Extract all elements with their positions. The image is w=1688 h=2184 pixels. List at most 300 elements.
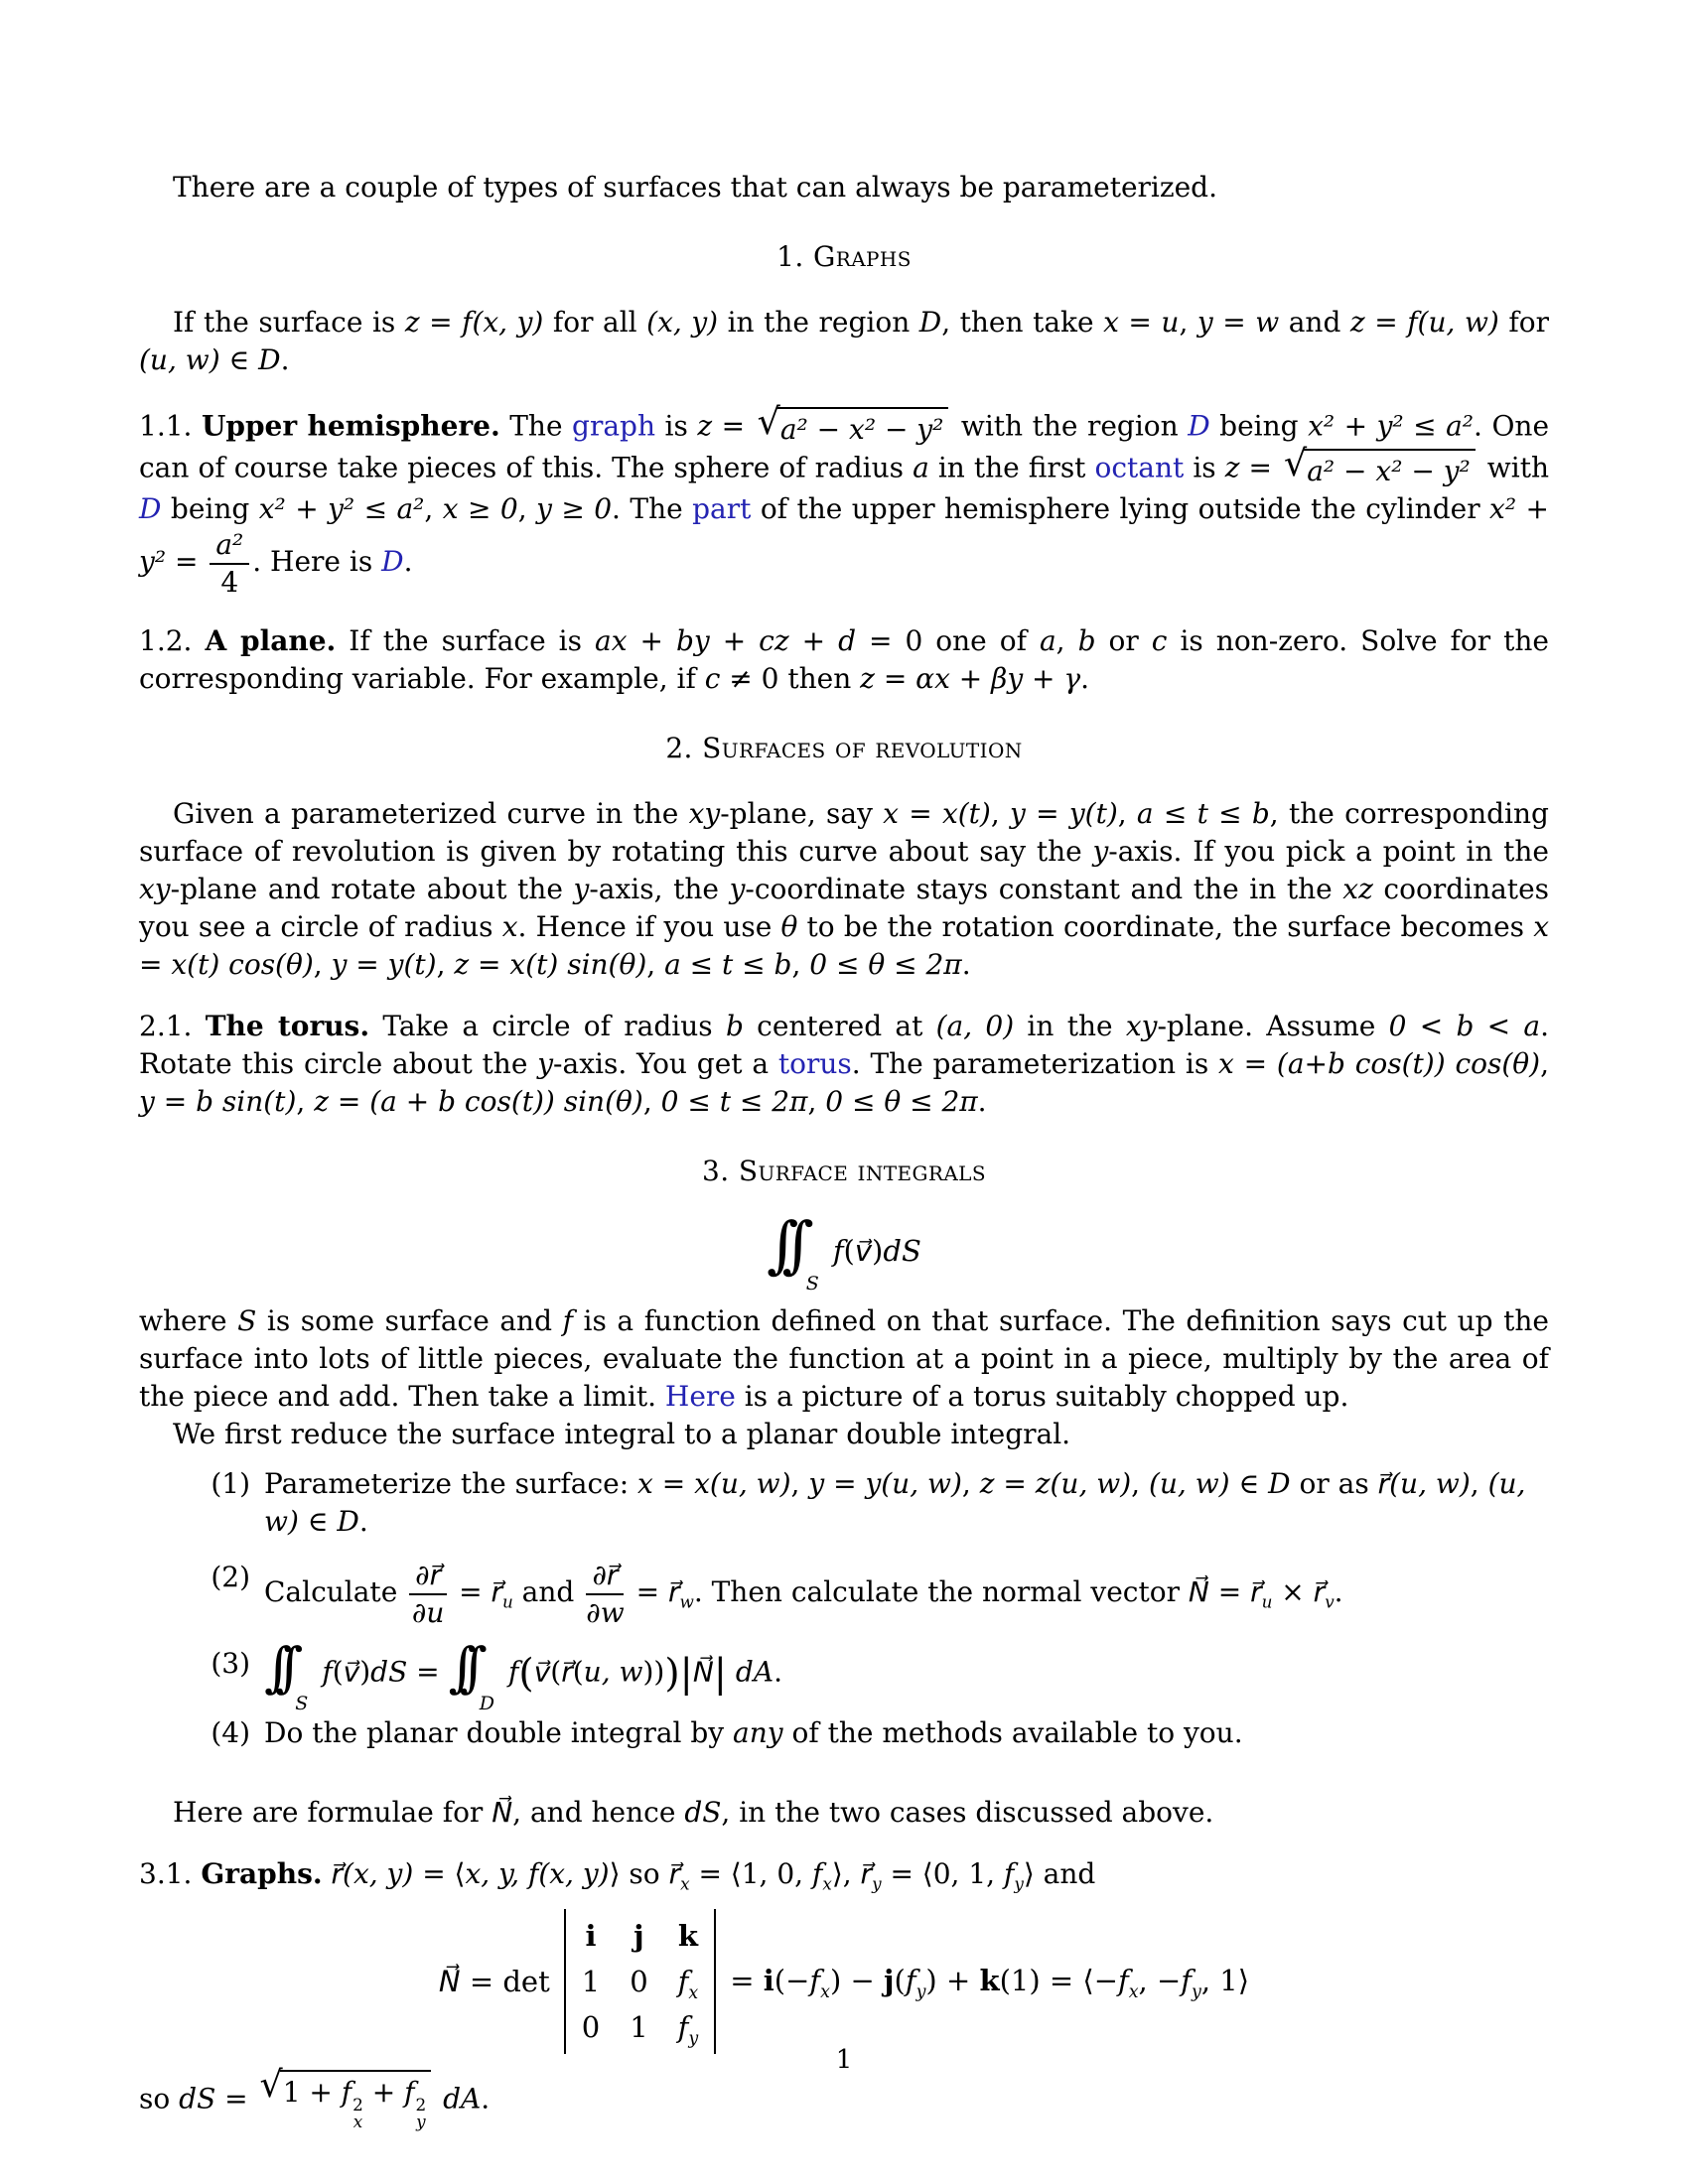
text-run: x	[820, 1982, 830, 2003]
text-run: (	[572, 1655, 584, 1689]
graphs-intro-paragraph	[139, 304, 1549, 379]
text-run: is	[1184, 451, 1225, 484]
text-run: ⟩ and	[1023, 1857, 1096, 1891]
page-number: 1	[835, 2045, 853, 2075]
text-run: =	[712, 409, 755, 443]
text-run: ,	[1055, 624, 1078, 658]
text-run: f	[322, 1655, 333, 1689]
text-run: ,	[424, 492, 443, 525]
text-run: ,	[807, 1085, 826, 1119]
text-run: ,	[1540, 1047, 1549, 1081]
radical-sign: √	[1284, 442, 1308, 484]
square-root	[1284, 442, 1476, 490]
link-d[interactable]: D	[139, 492, 162, 525]
list-item-3	[203, 1636, 1549, 1715]
text-run: =	[627, 1575, 668, 1609]
text-run: .	[358, 1505, 368, 1539]
fraction-denominator	[412, 1595, 445, 1630]
text-run: f	[905, 1964, 916, 1998]
equation-right-side	[730, 1962, 1249, 2001]
text-run: xz	[1342, 873, 1373, 906]
matrix-cell	[582, 1959, 600, 2004]
text-run: Graphs.	[201, 1857, 323, 1891]
text-run: .	[961, 948, 971, 982]
text-run: +	[362, 2076, 405, 2110]
text-run: r⃗	[1250, 1575, 1262, 1609]
text-run: xy	[688, 797, 721, 831]
text-run: k	[677, 1919, 698, 1954]
fraction-denominator	[220, 565, 238, 600]
text-run: and	[512, 1575, 584, 1609]
text-run: y = y(t)	[331, 948, 437, 982]
text-run: If the surface is	[336, 624, 596, 658]
text-run: x	[501, 910, 518, 944]
double-integral	[767, 1208, 827, 1296]
text-run: v	[1325, 1591, 1335, 1612]
text-run: f	[809, 1964, 821, 1998]
list-item-2	[203, 1559, 1549, 1629]
text-run: a² − x² − y²	[779, 413, 944, 446]
subsection-3-1-graphs	[139, 1855, 1549, 1893]
text-run: ,	[1131, 1467, 1149, 1501]
matrix-cell	[678, 1913, 699, 1959]
text-run: f	[562, 1304, 573, 1338]
text-run: of the methods available to you.	[782, 1716, 1243, 1750]
text-run: z = f(x, y)	[404, 306, 544, 339]
integral-subscript: S	[805, 1273, 819, 1296]
text-run: . Hence if you use	[517, 910, 781, 944]
text-run: ,	[1117, 797, 1137, 831]
text-run: in the first	[928, 451, 1095, 484]
text-run: z = (a + b cos(t)) sin(θ)	[314, 1085, 643, 1119]
text-run: (u, w) ∈ D	[1148, 1467, 1291, 1501]
text-run: v⃗	[533, 1655, 551, 1689]
double-integral	[264, 1636, 316, 1715]
text-run: 0 ≤ t ≤ 2π	[660, 1085, 808, 1119]
text-run: 0 < b < a	[1388, 1010, 1541, 1043]
text-run: y	[915, 1982, 926, 2003]
text-run: . Here is	[252, 545, 382, 579]
text-run: in the region	[718, 306, 919, 339]
text-run: r⃗	[1313, 1575, 1326, 1609]
text-run: b	[725, 1010, 744, 1043]
intro-paragraph	[139, 169, 1549, 206]
text-run: -plane. Assume	[1157, 1010, 1389, 1043]
text-run: where	[139, 1304, 238, 1338]
text-run: 2.1.	[139, 1010, 206, 1043]
text-run: dA	[735, 1655, 774, 1689]
text-run: ∂w	[586, 1595, 625, 1629]
text-run: , the corresponding surface of revolution is given by rotating this curve about say the	[139, 797, 1549, 869]
integral-subscript: S	[295, 1693, 309, 1715]
text-run: dS	[883, 1233, 921, 1268]
list-item-body	[264, 1559, 1549, 1629]
text-run: The	[499, 409, 573, 443]
fraction-numerator	[210, 528, 249, 565]
text-run: z	[1224, 451, 1240, 484]
text-run: = 0 one of	[856, 624, 1040, 658]
square-root	[757, 400, 949, 449]
inline-fraction	[586, 1559, 624, 1629]
text-run: ∂r⃗	[592, 1559, 619, 1592]
text-run: z = αx + βy + γ	[860, 662, 1081, 696]
text-run: r⃗(u, w)	[1377, 1467, 1471, 1501]
text-run: .	[977, 1085, 987, 1119]
text-run: .	[1080, 662, 1090, 696]
text-run: u, w	[583, 1655, 643, 1689]
text-run: =	[215, 2082, 257, 2116]
list-item-body	[264, 1714, 1549, 1752]
text-run: dS	[179, 2082, 216, 2116]
text-run: Calculate	[264, 1575, 407, 1609]
text-run: x = u	[1103, 306, 1180, 339]
text-run: a² − x² − y²	[1307, 455, 1471, 487]
text-run: f	[341, 2076, 352, 2110]
radical-sign: √	[757, 400, 780, 443]
text-run: dS	[370, 1655, 408, 1689]
text-run: -plane and rotate about the	[170, 873, 574, 906]
text-run: ,	[1179, 306, 1197, 339]
fraction-numerator	[409, 1559, 447, 1595]
link-part[interactable]: part	[692, 492, 752, 525]
list-item-body	[264, 1636, 1549, 1715]
text-run: z	[697, 409, 713, 443]
text-run: |	[679, 1651, 693, 1697]
text-run: 1.2.	[139, 624, 206, 658]
text-run: ⟩,	[831, 1857, 861, 1891]
text-run: coordinates you see a circle of radius	[139, 873, 1550, 944]
sup-sub-stack	[415, 2094, 427, 2132]
text-run: r⃗	[668, 1857, 681, 1891]
text-run: . Rotate this circle about the	[139, 1010, 1549, 1081]
text-run: a	[913, 451, 929, 484]
text-run: z = x(t) sin(θ)	[454, 948, 647, 982]
text-run: is a picture of a torus suitably chopped up.	[735, 1380, 1349, 1414]
radicand	[280, 2070, 431, 2131]
radical-sign: √	[259, 2063, 283, 2107]
list-item-1	[203, 1465, 1549, 1541]
text-run: ,	[313, 948, 332, 982]
text-run: θ	[780, 910, 798, 944]
text-run: in the	[1014, 1010, 1126, 1043]
text-run: N⃗	[1188, 1575, 1209, 1609]
text-run: v⃗	[854, 1233, 873, 1268]
text-run: c	[704, 662, 721, 696]
text-run: D	[918, 306, 942, 339]
text-run: =	[730, 1964, 764, 1998]
link-torus[interactable]: torus	[777, 1047, 852, 1081]
surface-integral-definition-paragraph	[139, 1302, 1549, 1416]
text-run: for	[1498, 306, 1549, 339]
text-run: r⃗	[491, 1575, 502, 1609]
text-run: f	[1181, 1964, 1193, 1998]
link-d[interactable]: D	[381, 545, 404, 579]
text-run: -axis. You get a	[553, 1047, 778, 1081]
text-run: .	[280, 343, 290, 376]
text-run: u	[1261, 1591, 1273, 1612]
text-run: . The	[612, 492, 693, 525]
link-here[interactable]: Here	[664, 1380, 736, 1414]
text-run: = ⟨0, 1,	[881, 1857, 1004, 1891]
text-run: 1	[581, 1965, 601, 1999]
text-run: )	[872, 1233, 884, 1268]
text-run: f	[811, 1857, 823, 1891]
text-run: with the region	[951, 409, 1189, 443]
text-run: xy	[139, 873, 171, 906]
text-run: x	[1128, 1982, 1139, 2003]
text-run: = ⟨1, 0,	[689, 1857, 812, 1891]
double-integral	[448, 1636, 503, 1715]
text-run: -coordinate stays constant and the in the	[745, 873, 1343, 906]
text-run: of the upper hemisphere lying outside the cylinder	[751, 492, 1490, 525]
text-run: y	[1192, 1982, 1201, 2003]
text-run: A plane.	[205, 624, 337, 658]
text-run: The torus.	[205, 1010, 370, 1043]
text-run: r⃗	[860, 1857, 873, 1891]
subsection-1-1-upper-hemisphere	[139, 400, 1550, 599]
text-run: 1.1.	[139, 409, 202, 443]
text-run: f	[1003, 1857, 1015, 1891]
text-run: Do the planar double integral by	[264, 1716, 734, 1750]
text-run: = det	[460, 1965, 550, 1999]
text-run: , in the two cases discussed above.	[721, 1796, 1214, 1830]
subscript: x	[352, 2112, 363, 2132]
text-run: xy	[1125, 1010, 1158, 1043]
text-run: ,	[642, 1085, 661, 1119]
text-run: (u, w) ∈ D	[264, 1467, 1526, 1539]
text-run	[434, 2083, 443, 2116]
text-run	[323, 1857, 332, 1890]
ds-formula-paragraph	[139, 2063, 1549, 2132]
text-run: y = y(u, w)	[808, 1467, 962, 1501]
text-run: to be the rotation coordinate, the surface becomes	[797, 910, 1534, 944]
text-run: ))	[642, 1655, 665, 1689]
text-run: a	[1039, 624, 1056, 658]
text-run: We first reduce the surface integral to a planar double integral.	[173, 1418, 1071, 1451]
subsection-2-1-the-torus	[139, 1008, 1549, 1121]
section-2-heading: 2. Surfaces of revolution	[665, 732, 1023, 765]
text-run: ∂r⃗	[415, 1559, 442, 1592]
text-run: j	[884, 1964, 895, 1998]
text-run: x	[822, 1873, 832, 1894]
matrix-cell	[678, 1959, 699, 2004]
text-run: . One can of course take pieces of this. The sphere of radius	[139, 409, 1550, 484]
text-run: ,	[436, 948, 455, 982]
double-integral-sign: ∫∫	[264, 1636, 287, 1700]
superscript: 2	[415, 2094, 427, 2115]
text-run: ax + by + cz + d	[595, 624, 856, 658]
text-run: is	[655, 409, 698, 443]
text-run: ,	[517, 492, 537, 525]
text-run: =	[407, 1655, 449, 1689]
matrix-cell	[582, 1913, 600, 1959]
text-run: a²	[215, 528, 244, 561]
section-1-heading: 1. Graphs	[776, 240, 912, 273]
subsection-1-2-a-plane	[139, 622, 1549, 698]
text-run: x = x(t) cos(θ)	[139, 910, 1549, 982]
text-run: , and hence	[512, 1796, 685, 1830]
text-run: x ≥ 0	[442, 492, 518, 525]
text-run: (a, 0)	[935, 1010, 1015, 1043]
text-run: , then take	[941, 306, 1104, 339]
text-run: z = z(u, w)	[979, 1467, 1132, 1501]
surfaces-of-revolution-paragraph	[139, 795, 1549, 984]
text-run: 0	[630, 1965, 648, 1999]
text-run: y = y(t)	[1010, 797, 1118, 831]
text-run: 1 +	[282, 2076, 342, 2110]
text-run: (	[550, 1655, 562, 1689]
text-run: S	[237, 1304, 257, 1338]
equation-left-side	[439, 1963, 550, 2000]
text-run: r⃗	[667, 1575, 680, 1609]
text-run: (	[518, 1651, 534, 1697]
text-run: x² + y² ≤ a²	[1308, 409, 1475, 443]
text-run: |	[713, 1651, 727, 1697]
text-run: 3.1.	[139, 1857, 202, 1891]
text-run: .	[774, 1655, 782, 1689]
text-run: Take a circle of radius	[369, 1010, 726, 1043]
text-run: Given a parameterized curve in the	[173, 797, 689, 831]
list-item-label: (4)	[211, 1716, 250, 1750]
text-run: k	[979, 1964, 1000, 1998]
text-run: u	[501, 1591, 513, 1612]
text-run: ,	[961, 1467, 980, 1501]
text-run: )	[664, 1651, 680, 1697]
text-run: If the surface is	[173, 306, 405, 339]
text-run: (	[843, 1233, 855, 1268]
matrix-cell	[630, 1959, 647, 2004]
integral-subscript: D	[479, 1693, 495, 1715]
text-run: is some surface and	[256, 1304, 563, 1338]
text-run: x, y, f(x, y)	[465, 1857, 610, 1891]
text-run: ) −	[829, 1964, 885, 1998]
text-run: (1) = ⟨−	[999, 1964, 1118, 1998]
square-root	[259, 2063, 432, 2132]
surface-integral-display-equation	[139, 1208, 1549, 1296]
text-run: so	[139, 2082, 180, 2116]
text-run: )	[359, 1655, 371, 1689]
list-item-label: (3)	[211, 1647, 250, 1681]
text-run: y = w	[1196, 306, 1280, 339]
text-run: y	[1014, 1873, 1024, 1894]
text-run: (−	[774, 1964, 810, 1998]
list-item-body	[264, 1465, 1549, 1541]
text-run: Upper hemisphere.	[201, 409, 500, 443]
text-run: 0 ≤ θ ≤ 2π	[825, 1085, 978, 1119]
text-run: or	[1095, 624, 1152, 658]
list-item-4	[203, 1714, 1549, 1752]
text-run: f	[677, 1965, 689, 1999]
text-run: , −	[1138, 1964, 1182, 1998]
text-run: x = x(t)	[883, 797, 991, 831]
text-run: ⟩ so	[609, 1857, 669, 1891]
text-run: y	[573, 873, 590, 906]
subscript: y	[416, 2112, 426, 2132]
text-run: x	[688, 1983, 699, 2004]
text-run: -plane, say	[720, 797, 884, 831]
text-run: x² + y² ≤ a²	[258, 492, 425, 525]
text-run: ,	[990, 797, 1011, 831]
double-integral-sign: ∫∫	[448, 1636, 471, 1700]
text-run: ,	[646, 948, 665, 982]
text-run: being	[1209, 409, 1309, 443]
formulae-intro-paragraph	[139, 1794, 1549, 1832]
text-run	[727, 1656, 736, 1689]
we-first-reduce-paragraph	[139, 1416, 1549, 1453]
text-run: c	[1151, 624, 1168, 658]
text-run: . Then calculate the normal vector	[693, 1575, 1189, 1609]
text-run: 4	[220, 565, 239, 599]
determinant-matrix	[564, 1909, 716, 2054]
text-run: x² + y²	[139, 492, 1549, 579]
text-run: i	[585, 1919, 597, 1954]
text-run: =	[450, 1575, 492, 1609]
text-run: i	[763, 1964, 774, 1998]
text-run: N⃗	[692, 1655, 714, 1689]
radicand	[777, 407, 949, 449]
matrix-cell	[630, 1913, 647, 1959]
text-run: or as	[1290, 1467, 1378, 1501]
fraction-numerator	[586, 1559, 624, 1595]
text-run: a ≤ t ≤ b	[1136, 797, 1270, 831]
text-run: ) +	[925, 1964, 980, 1998]
text-run: f	[677, 2010, 689, 2045]
text-run: .	[1334, 1575, 1343, 1609]
text-run: ,	[1470, 1467, 1488, 1501]
text-run: a ≤ t ≤ b	[664, 948, 792, 982]
double-integral-sign: ∫∫	[767, 1208, 797, 1282]
text-run: x = x(u, w)	[637, 1467, 791, 1501]
text-run: z = f(u, w)	[1349, 306, 1499, 339]
text-run: ×	[1272, 1575, 1314, 1609]
radicand	[1304, 449, 1476, 490]
text-run: N⃗	[438, 1965, 461, 1999]
text-run: .	[481, 2082, 491, 2116]
text-run: is non-zero. Solve for the corresponding variable. For example, if	[139, 624, 1549, 696]
text-run: j	[633, 1919, 644, 1954]
text-run: =	[1208, 1575, 1251, 1609]
text-run: There are a couple of types of surfaces that can always be parameterized.	[173, 171, 1217, 204]
text-run: =	[166, 545, 208, 579]
link-graph[interactable]: graph	[572, 409, 656, 443]
text-run: y	[688, 2029, 699, 2050]
list-item-label: (1)	[211, 1467, 250, 1501]
text-run: f	[508, 1655, 519, 1689]
text-run: = ⟨	[413, 1857, 466, 1891]
text-run: y	[729, 873, 746, 906]
text-run: dS	[684, 1796, 722, 1830]
link-d[interactable]: D	[1188, 409, 1210, 443]
text-run: x	[680, 1873, 690, 1894]
text-run: 0	[581, 2010, 601, 2045]
text-run: with	[1477, 451, 1549, 484]
inline-fraction	[210, 528, 249, 599]
text-run: ,	[790, 1467, 809, 1501]
text-run: f	[832, 1233, 844, 1268]
text-run: 1	[630, 2010, 648, 2045]
text-run: Here are formulae for	[173, 1796, 492, 1830]
text-run: ∂u	[411, 1595, 445, 1629]
text-run: 0 ≤ θ ≤ 2π	[809, 948, 962, 982]
text-run: x = (a+b cos(t)) cos(θ)	[1218, 1047, 1541, 1081]
link-octant[interactable]: octant	[1094, 451, 1185, 484]
text-run: ≠ 0 then	[720, 662, 861, 696]
text-run: (x, y)	[646, 306, 719, 339]
text-run: dA	[443, 2082, 482, 2116]
text-run: (u, w) ∈ D	[139, 343, 281, 376]
section-3-heading: 3. Surface integrals	[702, 1155, 986, 1188]
fraction-denominator	[586, 1595, 624, 1630]
